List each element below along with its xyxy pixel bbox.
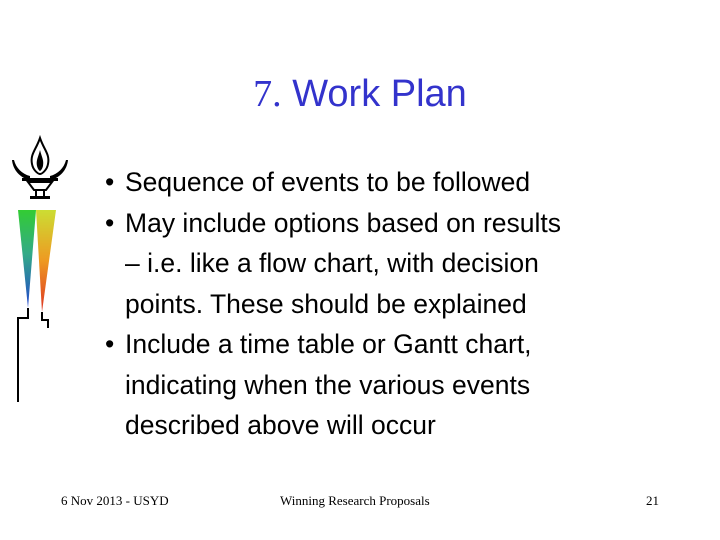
bullet-marker: •: [105, 329, 115, 359]
university-logo: [0, 130, 70, 410]
footer-title: Winning Research Proposals: [280, 493, 430, 508]
bullet-text: May include options based on results: [125, 207, 562, 238]
sub-item-line: – i.e. like a flow chart, with decision: [125, 248, 539, 278]
bullet-continuation: described above will occur: [125, 410, 436, 440]
bullet-marker: •: [105, 167, 115, 197]
bullet-text: Sequence of events to be followed: [125, 167, 531, 197]
slide-title: [0, 72, 720, 116]
title-number: 7.: [253, 73, 282, 115]
bullet-text: Include a time table or Gantt chart,: [125, 329, 532, 359]
bullet-item: [105, 162, 705, 203]
bullet-marker: •: [105, 207, 115, 238]
bullet-continuation: indicating when the various events: [125, 369, 531, 400]
sub-item-line: points. These should be explained: [125, 288, 527, 319]
bullet-item: [105, 324, 705, 365]
title-text: Work Plan: [292, 73, 467, 115]
bullet-item: [105, 203, 705, 244]
page-number: 21: [646, 493, 659, 508]
slide-body: [105, 162, 705, 446]
footer-date: 6 Nov 2013 - USYD: [61, 493, 169, 508]
